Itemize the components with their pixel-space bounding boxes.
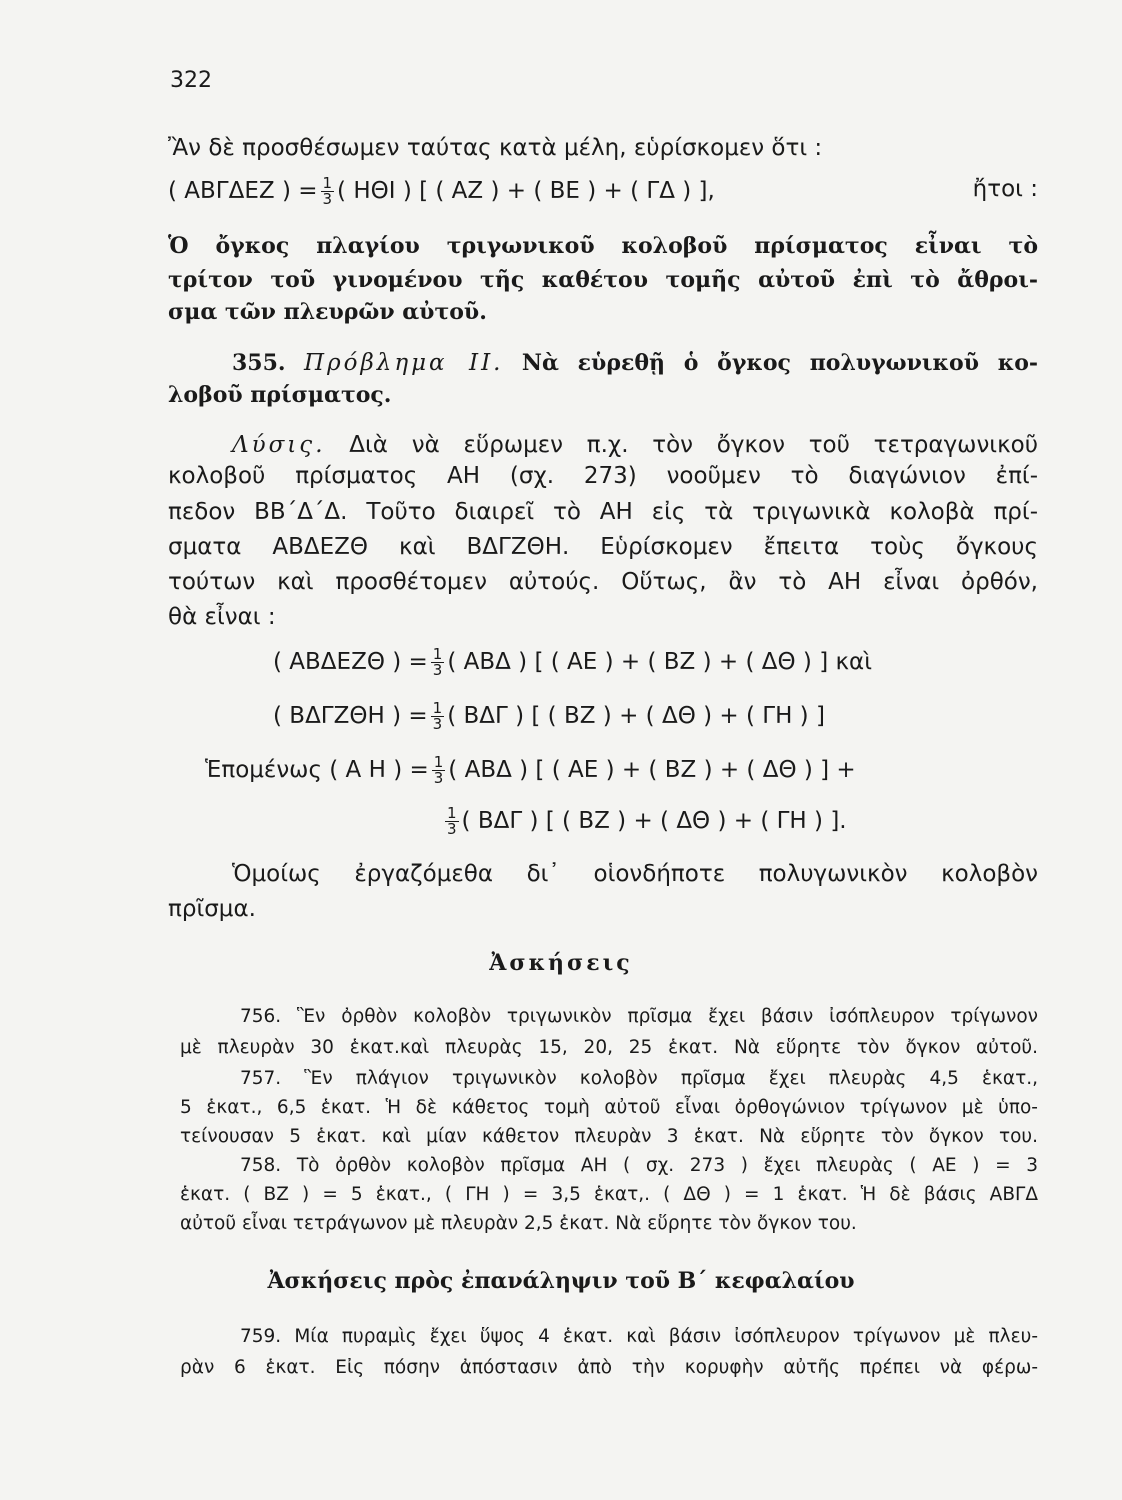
exercise-line: 758. Τὸ ὀρθὸν κολοβὸν πρῖσμα ΑΗ ( σχ. 273 ) ἔχει πλευρὰς ( ΑΕ ) = 3 <box>240 1155 1038 1176</box>
equation-2: ( ΒΔΓΖΘΗ ) = $\frac{1}{3}$ ( ΒΔΓ ) [ ( ΒΖ ) + ( ΔΘ ) + ( ΓΗ ) ] <box>273 699 825 733</box>
fraction: $\frac{1}{3}$ <box>433 753 444 787</box>
equation-4: $\frac{1}{3}$ ( ΒΔΓ ) [ ( ΒΖ ) + ( ΔΘ ) + ( ΓΗ ) ]. <box>447 804 847 838</box>
exercise-line: ἑκατ. ( ΒΖ ) = 5 ἑκατ., ( ΓΗ ) = 3,5 ἑκατ,. ( ΔΘ ) = 1 ἑκατ. Ἡ δὲ βάσις ΑΒΓΔ <box>180 1184 1038 1205</box>
similarly-line: Ὁμοίως ἐργαζόμεθα δι᾽ οἱονδήποτε πολυγωνικὸν κολοβὸν <box>232 861 1038 887</box>
fraction: $\frac{1}{3}$ <box>432 699 443 733</box>
problem-title: Νὰ εὑρεθῇ ὁ ὄγκος πολυγωνικοῦ κο- <box>521 350 1039 376</box>
fraction: $\frac{1}{3}$ <box>322 174 333 208</box>
solution-label: Λύσις. <box>232 432 326 458</box>
solution-line: σματα ΑΒΔΕΖΘ καὶ ΒΔΓΖΘΗ. Εὑρίσκομεν ἔπειτα τοὺς ὄγκους <box>168 534 1038 560</box>
fraction: $\frac{1}{3}$ <box>432 645 443 679</box>
page-number: 322 <box>170 68 212 93</box>
exercise-line: μὲ πλευρὰν 30 ἑκατ.καὶ πλευρὰς 15, 20, 25 ἑκατ. Νὰ εὕρητε τὸν ὄγκον αὐτοῦ. <box>180 1037 1038 1058</box>
solution-line: πεδον ΒΒ΄Δ΄Δ. Τοῦτο διαιρεῖ τὸ ΑΗ εἰς τὰ τριγωνικὰ κολοβὰ πρί- <box>168 499 1038 525</box>
theorem-line: τρίτον τοῦ γινομένου τῆς καθέτου τομῆς αὐτοῦ ἐπὶ τὸ ἄθροι- <box>168 267 1038 293</box>
equation-1: ( ΑΒΔΕΖΘ ) = $\frac{1}{3}$ ( ΑΒΔ ) [ ( ΑΕ ) + ( ΒΖ ) + ( ΔΘ ) ] καὶ <box>273 645 872 679</box>
exercise-line: 759. Μία πυραμὶς ἔχει ὕψος 4 ἑκατ. καὶ βάσιν ἰσόπλευρον τρίγωνον μὲ πλευ- <box>240 1326 1038 1347</box>
problem-heading: 355. Πρόβλημα ΙΙ. Νὰ εὑρεθῇ ὁ ὄγκος πολυγωνικοῦ κο- <box>232 350 1039 376</box>
problem-title-cont: λοβοῦ πρίσματος. <box>168 382 392 408</box>
exercise-line: ρὰν 6 ἑκατ. Εἰς πόσην ἀπόστασιν ἀπὸ τὴν κορυφὴν αὐτῆς πρέπει νὰ φέρω- <box>180 1357 1038 1378</box>
problem-label: Πρόβλημα ΙΙ. <box>304 350 504 376</box>
theorem-line: Ὁ ὄγκος πλαγίου τριγωνικοῦ κολοβοῦ πρίσματος εἶναι τὸ <box>168 233 1038 259</box>
exercises-heading: Ἀσκήσεις <box>489 950 633 976</box>
solution-line: τούτων καὶ προσθέτομεν αὐτούς. Οὕτως, ἂν τὸ ΑΗ εἶναι ὀρθόν, <box>168 569 1038 595</box>
exercise-line: αὐτοῦ εἶναι τετράγωνον μὲ πλευρὰν 2,5 ἑκατ. Νὰ εὕρητε τὸν ὄγκον του. <box>180 1213 857 1234</box>
equation-triangular-volume: ( ΑΒΓΔΕΖ ) = $\frac{1}{3}$ ( ΗΘΙ ) [ ( ΑΖ ) + ( ΒΕ ) + ( ΓΔ ) ], <box>168 174 715 208</box>
theorem-line: σμα τῶν πλευρῶν αὐτοῦ. <box>168 299 487 325</box>
fraction: $\frac{1}{3}$ <box>447 804 457 838</box>
solution-line: θὰ εἶναι : <box>168 604 276 630</box>
equation-3: Ἑπομένως ( Α Η ) = $\frac{1}{3}$ ( ΑΒΔ ) [ ( ΑΕ ) + ( ΒΖ ) + ( ΔΘ ) ] + <box>205 753 856 787</box>
solution-line: κολοβοῦ πρίσματος ΑΗ (σχ. 273) νοοῦμεν τὸ διαγώνιον ἐπί- <box>168 463 1038 489</box>
exercise-line: 756. Ἓν ὀρθὸν κολοβὸν τριγωνικὸν πρῖσμα ἔχει βάσιν ἰσόπλευρον τρίγωνον <box>240 1006 1038 1027</box>
exercise-line: τείνουσαν 5 ἑκατ. καὶ μίαν κάθετον πλευρὰν 3 ἑκατ. Νὰ εὕρητε τὸν ὄγκον του. <box>180 1126 1038 1147</box>
solution-first-line: Λύσις. Διὰ νὰ εὕρωμεν π.χ. τὸν ὄγκον τοῦ τετραγωνικοῦ <box>232 432 1039 458</box>
intro-line: Ἂν δὲ προσθέσωμεν ταύτας κατὰ μέλη, εὑρίσκομεν ὅτι : <box>168 135 823 161</box>
review-heading: Ἀσκήσεις πρὸς ἐπανάληψιν τοῦ Β΄ κεφαλαίου <box>267 1268 855 1294</box>
equation-tail: ἤτοι : <box>972 176 1038 202</box>
similarly-line: πρῖσμα. <box>168 896 256 922</box>
exercise-line: 5 ἑκατ., 6,5 ἑκατ. Ἡ δὲ κάθετος τομὴ αὐτοῦ εἶναι ὀρθογώνιον τρίγωνον μὲ ὑπο- <box>180 1097 1038 1118</box>
exercise-line: 757. Ἓν πλάγιον τριγωνικὸν κολοβὸν πρῖσμα ἔχει πλευρὰς 4,5 ἑκατ., <box>240 1068 1038 1089</box>
